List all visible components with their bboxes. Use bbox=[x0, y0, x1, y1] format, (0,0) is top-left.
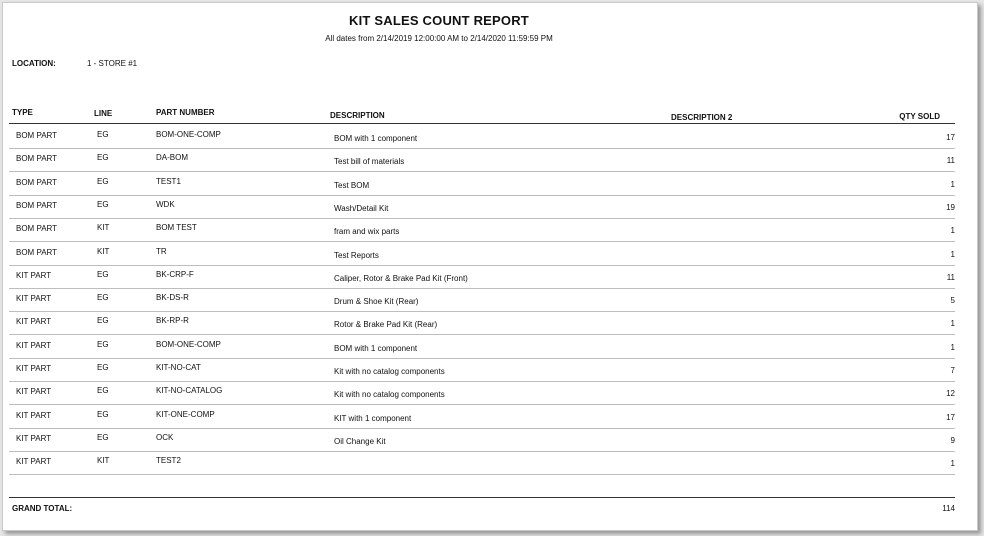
cell-line: EG bbox=[97, 339, 109, 349]
report-date-range: All dates from 2/14/2019 12:00:00 AM to 2/14/2020 11:59:59 PM bbox=[325, 34, 553, 43]
cell-part-number: TEST2 bbox=[156, 456, 181, 466]
cell-type: BOM PART bbox=[16, 177, 58, 187]
cell-type: KIT PART bbox=[16, 410, 52, 420]
cell-type: BOM PART bbox=[16, 154, 58, 164]
column-header-type: TYPE bbox=[12, 108, 33, 117]
row-divider bbox=[9, 451, 955, 452]
cell-line: EG bbox=[97, 269, 109, 279]
header-divider bbox=[9, 123, 955, 124]
cell-description: KIT with 1 component bbox=[334, 413, 412, 423]
column-header-description: DESCRIPTION bbox=[330, 111, 385, 120]
cell-part-number: KIT-ONE-COMP bbox=[156, 409, 215, 419]
cell-qty-sold: 1 bbox=[950, 226, 955, 236]
cell-part-number: BK-RP-R bbox=[156, 316, 189, 326]
cell-part-number: WDK bbox=[156, 199, 175, 209]
cell-qty-sold: 5 bbox=[950, 296, 955, 306]
grand-total-value: 114 bbox=[942, 504, 955, 513]
cell-description: BOM with 1 component bbox=[334, 343, 418, 353]
cell-qty-sold: 7 bbox=[950, 366, 955, 375]
cell-description: Rotor & Brake Pad Kit (Rear) bbox=[334, 320, 438, 330]
cell-type: KIT PART bbox=[16, 340, 52, 350]
cell-line: EG bbox=[97, 386, 109, 396]
cell-type: KIT PART bbox=[16, 270, 52, 280]
cell-description: Drum & Shoe Kit (Rear) bbox=[334, 297, 419, 307]
cell-description: Oil Change Kit bbox=[334, 436, 386, 446]
table-row bbox=[3, 430, 977, 453]
cell-qty-sold: 12 bbox=[946, 389, 955, 399]
cell-part-number: BOM-ONE-COMP bbox=[156, 339, 221, 349]
grand-total-label: GRAND TOTAL: bbox=[12, 504, 73, 513]
row-divider bbox=[9, 334, 955, 335]
cell-description: BOM with 1 component bbox=[334, 134, 418, 143]
cell-qty-sold: 11 bbox=[946, 272, 955, 282]
cell-description: Wash/Detail Kit bbox=[334, 203, 389, 213]
cell-qty-sold: 17 bbox=[946, 412, 955, 422]
cell-line: KIT bbox=[97, 246, 110, 256]
cell-qty-sold: 1 bbox=[950, 319, 955, 329]
row-divider bbox=[9, 241, 955, 242]
row-divider bbox=[9, 265, 955, 266]
table-row bbox=[3, 174, 977, 197]
row-divider bbox=[9, 171, 955, 172]
row-divider bbox=[9, 474, 955, 475]
table-row bbox=[3, 383, 977, 406]
cell-part-number: BOM-ONE-COMP bbox=[156, 130, 221, 139]
cell-qty-sold: 17 bbox=[946, 133, 955, 142]
table-row bbox=[3, 197, 977, 220]
cell-part-number: DA-BOM bbox=[156, 153, 188, 163]
cell-type: KIT PART bbox=[16, 387, 52, 397]
cell-line: EG bbox=[97, 363, 109, 372]
cell-description: Test BOM bbox=[334, 180, 370, 190]
cell-type: BOM PART bbox=[16, 200, 58, 210]
cell-type: KIT PART bbox=[16, 317, 52, 327]
table-row bbox=[3, 267, 977, 290]
cell-description: fram and wix parts bbox=[334, 227, 400, 237]
cell-part-number: BK-DS-R bbox=[156, 293, 189, 303]
report-title: KIT SALES COUNT REPORT bbox=[349, 13, 529, 28]
total-divider bbox=[9, 497, 955, 498]
row-divider bbox=[9, 311, 955, 312]
cell-qty-sold: 1 bbox=[950, 459, 955, 469]
table-row bbox=[3, 360, 977, 383]
row-divider bbox=[9, 148, 955, 149]
row-divider bbox=[9, 195, 955, 196]
cell-type: BOM PART bbox=[16, 131, 58, 140]
table-row bbox=[3, 337, 977, 360]
cell-type: KIT PART bbox=[16, 364, 52, 373]
cell-qty-sold: 11 bbox=[946, 156, 955, 166]
cell-part-number: TR bbox=[156, 246, 167, 256]
cell-description: Caliper, Rotor & Brake Pad Kit (Front) bbox=[334, 273, 468, 283]
table-row bbox=[3, 407, 977, 430]
column-header-line: LINE bbox=[94, 109, 113, 118]
cell-qty-sold: 9 bbox=[950, 435, 955, 445]
cell-part-number: OCK bbox=[156, 432, 174, 442]
row-divider bbox=[9, 218, 955, 219]
report-page bbox=[2, 2, 978, 531]
location-label: LOCATION: bbox=[12, 59, 56, 68]
cell-description: Test bill of materials bbox=[334, 157, 405, 167]
cell-description: Test Reports bbox=[334, 250, 379, 260]
cell-line: EG bbox=[97, 293, 109, 303]
cell-qty-sold: 1 bbox=[950, 342, 955, 352]
cell-line: EG bbox=[97, 199, 109, 209]
cell-line: KIT bbox=[97, 456, 110, 466]
row-divider bbox=[9, 358, 955, 359]
table-row bbox=[3, 244, 977, 267]
cell-line: EG bbox=[97, 153, 109, 163]
cell-line: EG bbox=[97, 316, 109, 326]
cell-part-number: TEST1 bbox=[156, 176, 181, 186]
column-header-qty-sold: QTY SOLD bbox=[899, 112, 940, 121]
cell-line: EG bbox=[97, 409, 109, 419]
cell-qty-sold: 1 bbox=[950, 249, 955, 259]
table-row bbox=[3, 313, 977, 336]
row-divider bbox=[9, 404, 955, 405]
table-row bbox=[3, 290, 977, 313]
table-row bbox=[3, 220, 977, 243]
table-row bbox=[3, 127, 977, 150]
cell-type: BOM PART bbox=[16, 247, 58, 257]
cell-part-number: BOM TEST bbox=[156, 223, 197, 233]
row-divider bbox=[9, 381, 955, 382]
column-header-description-2: DESCRIPTION 2 bbox=[671, 113, 733, 122]
table-row bbox=[3, 150, 977, 173]
cell-type: KIT PART bbox=[16, 294, 52, 304]
cell-description: Kit with no catalog components bbox=[334, 367, 445, 376]
cell-part-number: BK-CRP-F bbox=[156, 269, 194, 279]
cell-qty-sold: 1 bbox=[950, 179, 955, 189]
location-value: 1 - STORE #1 bbox=[87, 59, 138, 68]
cell-part-number: KIT-NO-CATALOG bbox=[156, 386, 223, 396]
column-header-part-number: PART NUMBER bbox=[156, 108, 215, 117]
cell-part-number: KIT-NO-CAT bbox=[156, 363, 201, 372]
cell-type: KIT PART bbox=[16, 457, 52, 467]
cell-line: KIT bbox=[97, 223, 110, 233]
cell-line: EG bbox=[97, 432, 109, 442]
cell-qty-sold: 19 bbox=[946, 202, 955, 212]
row-divider bbox=[9, 428, 955, 429]
cell-line: EG bbox=[97, 130, 109, 139]
cell-type: KIT PART bbox=[16, 433, 52, 443]
row-divider bbox=[9, 288, 955, 289]
cell-description: Kit with no catalog components bbox=[334, 390, 445, 400]
table-row bbox=[3, 453, 977, 476]
cell-type: BOM PART bbox=[16, 224, 58, 234]
cell-line: EG bbox=[97, 176, 109, 186]
